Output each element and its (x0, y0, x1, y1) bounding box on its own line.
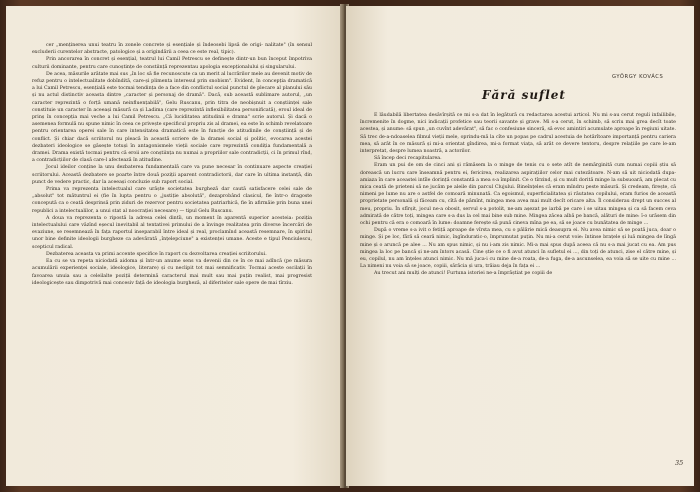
left-page-body (32, 42, 312, 287)
paragraph: Au trecut ani mulți de atunci! Furtuna istoriei ne-a împrăștiat pe copiii de (374, 271, 553, 277)
paragraph: Prima va reprezenta intelectualul care urăște societatea burgheză dar caută satisfacere celei sale de „absolut" tot mătuntrul ei (fie în lupta pentru o „justiție absolută", dezaprobând clasicul, fie într-o dragoste concepută ca o ceată desprinsă prin ziduri de rezervor pentru societatea patriarhică, fie în afirmăie prin buna unei republici a intelectualilor, a unui stat al noocrației necesare) — tipul Gelu Ruscanu. (32, 187, 312, 214)
paragraph: cer „menținerea unui teatru în zonele concrete și esențiale și îndeosebi lipsă de origi- nalitate" (în sensul excluderii curentelor abstracte, patologice și a origindării a ceea ce este real, tipic). (32, 43, 312, 56)
paragraph: Ea cu se va repeta niciodată aidoma și într-un anume sens va devenii din ce în ce mai adîncă (pe măsura acumulării experienței sociale, ideologice, literare) și cu neclipit tot mai semnificativ. Tocmai aceste oscilații în favoarea unuia sau a celeilalte poziții determină caracterul mai mult sau mai puțin realist, mai progresist ideologicește sau dimpotrivă mai concesiv față de ideologia burgheză, al diferitelor sale opere de mai tîrziu. (32, 259, 312, 286)
paragraph: De acea, măsurile arătate mai sus „în loc să fie recunoscute ca un merit al lucrărilor mele au devenit motiv de refuz pentru o intelectualitate dobîndită, care-și plimenta interesul prin snobism". Evident, în concepția dramatică a lui Camil Petrescu, esențială este tocmai tendința de a face din conflictul social punctul de plecare al planului său și nu actul distinctiv aceasta dintre „caracter și personaj de dramă". Dacă, sub această sublimare autorul, „un caracter reprezintă o forță umană neinfluențabilă", Gelu Ruscanu, prin titra de neobișnuit a conștiinței sale constituie un caracter în aceeași măsură ca și Ladima (care reprezintă inflexibilitatea personificată), eroul ideal de prinș în concepția mai veche a lui Camil Petrescu. „Că luciditatea atitudinii e drama" scrie autorul. Și dacă o asemenea formulă nu spune nimic în ceea ce privește specificul propriu zis al dramei, ea este în schimb revelatoare pentru orientarea operei sale în care intensitatea dramatică este în funcție de atitudinile de conștiință și de conflict. Și chiar dacă scriitorul nu pleacă în această scriere de la dramei social și politic, evocarea acestei dezbateri ideologice se găsește totuși în antagonismele vieții sociale care reprezintă condiția fundamentală a dramei. Drama există tocmai pentru că eroii are conștiința nu numai a propriilor sale contradicții, ci în primul rînd, a contradicțiilor de clasă care-l afectează în atitudine. (32, 71, 312, 164)
paragraph: După o vreme s-a ivit o fetiță aproape de vîrsta mea, cu o pălărie mică deasupra ei. Nu avea nimic să se poată juca, doar o minge. Și pe loc, fără să ceară nimic, îngînduratic-o, împrumutat puțin. Nu mi-a cerut voie: întinse brațele și luă mingea de lîngă mine și o aruncă pe alee ... Nu am spus nimic, și nu i-am zis nimic. Mi-a mai spus după aceea că nu s-a mai jucat cu ea. Am pus mingea la loc pe bancă și ne-am întors acasă. Cine știe ce o fi avut atunci în sufletul ei ..., din toți de atunci, zise el către mine, și eu, copilul, nu am înțeles atunci nimic. Nu mă juca-i cu mine de-a roata, de-a fuga, de-a ascunselea, ea voia să se uite cu mine ... La nimeni nu voia să se joace, copiii, sărăcia și ura, trăiau deja în fața ei ... (360, 228, 676, 270)
author-name: GYÖRGY KOVÁCS (612, 74, 664, 80)
article-title: Fără suflet (482, 88, 566, 102)
page-number: 35 (675, 459, 684, 467)
left-page (6, 6, 343, 486)
paragraph: Prin ancorarea în concret și esențial, teatrul lui Camil Petrescu se definește dintr-un bun început împotriva culturii dominante, pentru care cunoștințe de constiință reprezentau apologia excepționalului și singularului. (32, 57, 312, 70)
paragraph: Jocul ideilor conține la unu dezbaterea fundamentală care va pune necesar în continuare aspecte creației scriitorului. Această dezbatere se poarte între două poziții aparent contradictorii, dar care în ultima instanță, din punct de vedere practic, dar la aceeași concluzie sub raport social. (32, 165, 312, 185)
paragraph: Eram un pui de om de cinci ani și rămăsem la o minge de tenis cu o sete atît de nemărginită cum numai copiii știu să dorească un lucru care înseamnă pentru ei, fericirea, realizarea aspirațiilor celor mai cutezătoare. N-am să uit niciodată dupa-amiaza în care aceastei intîle dorință constantă a mea s-a împlinit. Ce o tîrzind, și cu mult dorită minge la subsuoară, am plecat cu mica ceată de prieteni să ne jucăm pe aleile din parcul Clujului. Bineînțeles că eram mîndru peste măsură. Și credeam, firește, că nimeni pe lume nu are o astfel de comoară minunată. Ca egoismul, superficialitatea și răutatea copilului, eram furios de această proprietate personală și făceam cu, cîtă de pămînt, mingea mea avea mai mult decît oricare alta. Îl considerau drept un succes al meu, propriu. În sfîrșit, jocul ne-a obosit, servul s-a potolit, ne-am așezat pe iarbă pe care i se uitau mingea și ca să facem ceva admirată de către toți, mingea care s-a dus la cel mai bine sub mine. Mingea zăcea albă pe bancă, alături de mine: î-o urăsem din ochi pentru că era o comoară în lume: doamne ferește să pună cineva mîna pe ea, să se joace cu bunătatea de minge ... (360, 163, 676, 227)
paragraph: Să încep deci recapitularea. (374, 156, 442, 162)
paragraph: Dezbaterea aceasta va primi accente specifice în raport cu dezvoltarea creației scriitorului. (46, 251, 267, 257)
paragraph: A doua va reprezenta o ripostă la adresa celei dintîi, un moment în aparentă superior acesteia: poziția intelectualului care văzînd eșecul inevitabil al tentativei primului de a învinge realitatea prin diverse încercări de evaziune, se resemnează în fața raportul inseparabil între ideal și real, proclamînd această resemnare, în spiritul unor bine definite ideologii burgheze ca adevărată „înțelepciune" a existenței umane. Aceste e tipul Penciulescu, scepticul radical. (32, 215, 312, 250)
right-page (346, 6, 694, 486)
paragraph: E lăudabilă libertatea desăvîrșită ce mi s-a dat în legătură cu redactarea acestui articol. Nu mi s-au cerut reguli infailibile, încremenite în dogme, nici indicații profetice sau teorii savante și grave. Mi s-a cerut, în schimb, să scriu mai grea decît toate acestea, și anume: să spun „un cuvînt adevărat", să fac o confesiune sinceră, să evoc amintiri acumulate aproape în regiuni uitate. Să trec de-a-ndoaselea filmul vieții mele, oprindu-mă la cîte un popas pe cadrul acestuia de hotărîtoare importanță pentru cariera mea, să arăt în ce măsură și mi-a orientat gîndirea, mi-a format viața, să arăt ce devere tentoru, despre relațiile pe care le-am interpretat, despre lumea noastră, a actorilor. (360, 113, 676, 155)
right-page-body (360, 112, 676, 278)
